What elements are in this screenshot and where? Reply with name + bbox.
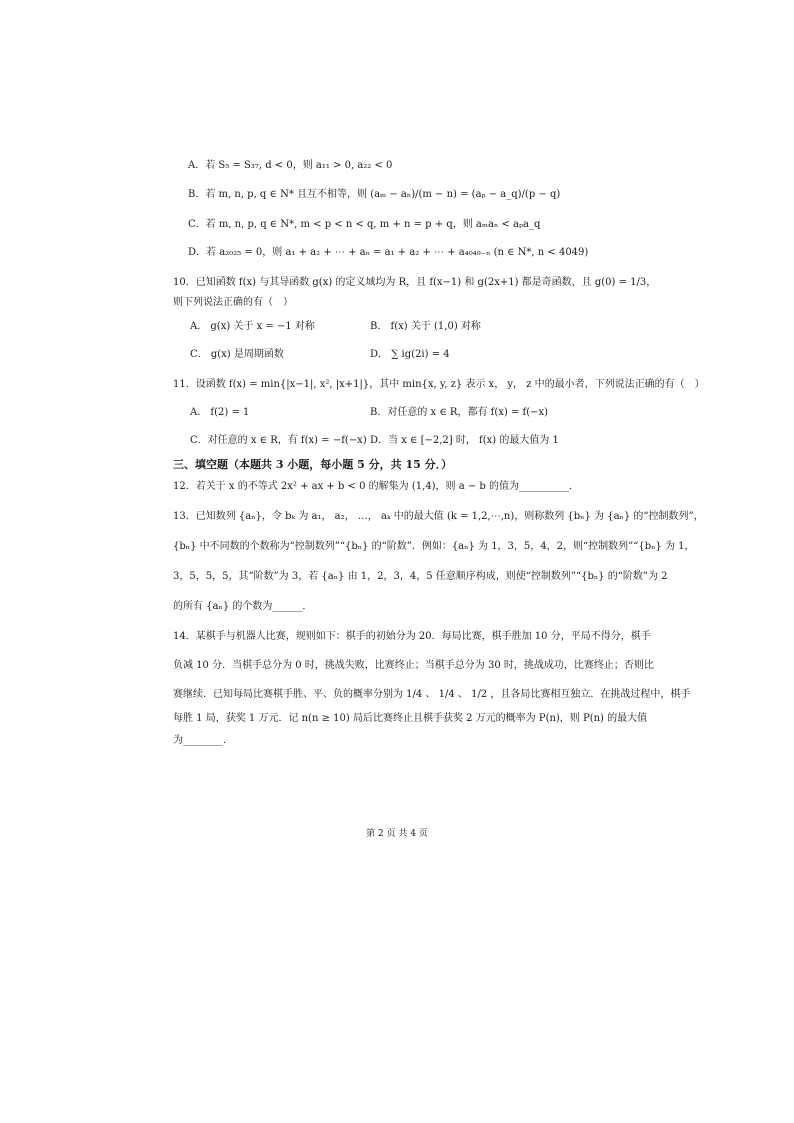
- q14-line4: 每胜 1 局，获奖 1 万元．记 n(n ≥ 10) 局后比赛终止且棋手获奖 2 万元的概率为 P(n)，则 P(n) 的最大值: [173, 713, 648, 724]
- q12-text: 12．若关于 x 的不等式 2x² + ax + b < 0 的解集为 (1,4)，则 a − b 的值为__________．: [173, 481, 580, 492]
- q9-option-a: A．若 S₅ = S₃₇, d < 0，则 a₁₁ > 0, a₂₂ < 0: [188, 160, 393, 171]
- q10-stem-line1: 10．已知函数 f(x) 与其导函数 g(x) 的定义域均为 R，且 f(x−1) 和 g(2x+1) 都是奇函数，且 g(0) = 1/3，: [173, 277, 657, 288]
- q14-line3: 赛继续．已知每局比赛棋手胜、平、负的概率分别为 1/4 、 1/4 、 1/2 ，且各局比赛相互独立．在挑战过程中，棋手: [173, 689, 691, 700]
- q11-stem: 11．设函数 f(x) = min{|x−1|, x², |x+1|}，其中 min{x, y, z} 表示 x， y， z 中的最小者，下列说法正确的有（ ）: [173, 379, 705, 390]
- q9-option-c: C．若 m, n, p, q ∈ N*, m < p < n < q, m + n = p + q，则 aₘaₙ < aₚa_q: [188, 219, 541, 230]
- section-3-title: 三、填空题（本题共 3 小题，每小题 5 分，共 15 分．）: [173, 458, 453, 471]
- q9-option-d: D．若 a₂₀₂₅ = 0，则 a₁ + a₂ + ⋯ + aₙ = a₁ + a₂ + ⋯ + a₄₀₄₉₋ₙ (n ∈ N*, n < 4049): [188, 247, 589, 258]
- q11-option-b: B．对任意的 x ∈ R，都有 f(x) = f(−x): [370, 407, 549, 418]
- q11-option-a: A． f(2) = 1: [190, 407, 250, 418]
- q10-option-a: A． g(x) 关于 x = −1 对称: [190, 321, 315, 332]
- q10-option-d: D． ∑ ig(2i) = 4: [370, 349, 450, 360]
- q10-option-b: B． f(x) 关于 (1,0) 对称: [370, 321, 481, 332]
- q13-line4: 的所有 {aₙ} 的个数为______．: [173, 601, 313, 612]
- q14-line5: 为________．: [173, 735, 233, 746]
- q14-line1: 14．某棋手与机器人比赛，规则如下：棋手的初始分为 20．每局比赛，棋手胜加 10 分，平局不得分，棋手: [173, 631, 651, 642]
- q13-line3: 3，5，5，5，其“阶数”为 3，若 {aₙ} 由 1，2，3，4，5 任意顺序构成，则使“控制数列”“{bₙ} 的“阶数”为 2: [173, 571, 668, 582]
- q10-option-c: C． g(x) 是周期函数: [190, 349, 284, 360]
- q13-line1: 13．已知数列 {aₙ}，令 bₖ 为 a₁， a₂， …， aₖ 中的最大值 (k = 1,2,⋯,n)，则称数列 {bₙ} 为 {aₙ} 的“控制数列”，: [173, 511, 704, 522]
- q14-line2: 负减 10 分．当棋手总分为 0 时，挑战失败，比赛终止；当棋手总分为 30 时，挑战成功，比赛终止；否则比: [173, 660, 654, 671]
- page-footer: 第 2 页 共 4 页: [366, 829, 428, 839]
- q9-option-b: B．若 m, n, p, q ∈ N* 且互不相等，则 (aₘ − aₙ)/(m − n) = (aₚ − a_q)/(p − q): [188, 189, 561, 200]
- q10-stem-line2: 则下列说法正确的有（ ）: [173, 297, 293, 308]
- q13-line2: {bₙ} 中不同数的个数称为“控制数列”“{bₙ} 的“阶数”．例如：{aₙ} 为 1，3，5，4，2，则“控制数列”“{bₙ} 为 1，: [173, 541, 695, 552]
- q11-option-d: D．当 x ∈ [−2,2] 时， f(x) 的最大值为 1: [370, 435, 559, 446]
- q11-option-c: C．对任意的 x ∈ R，有 f(x) = −f(−x): [190, 435, 367, 446]
